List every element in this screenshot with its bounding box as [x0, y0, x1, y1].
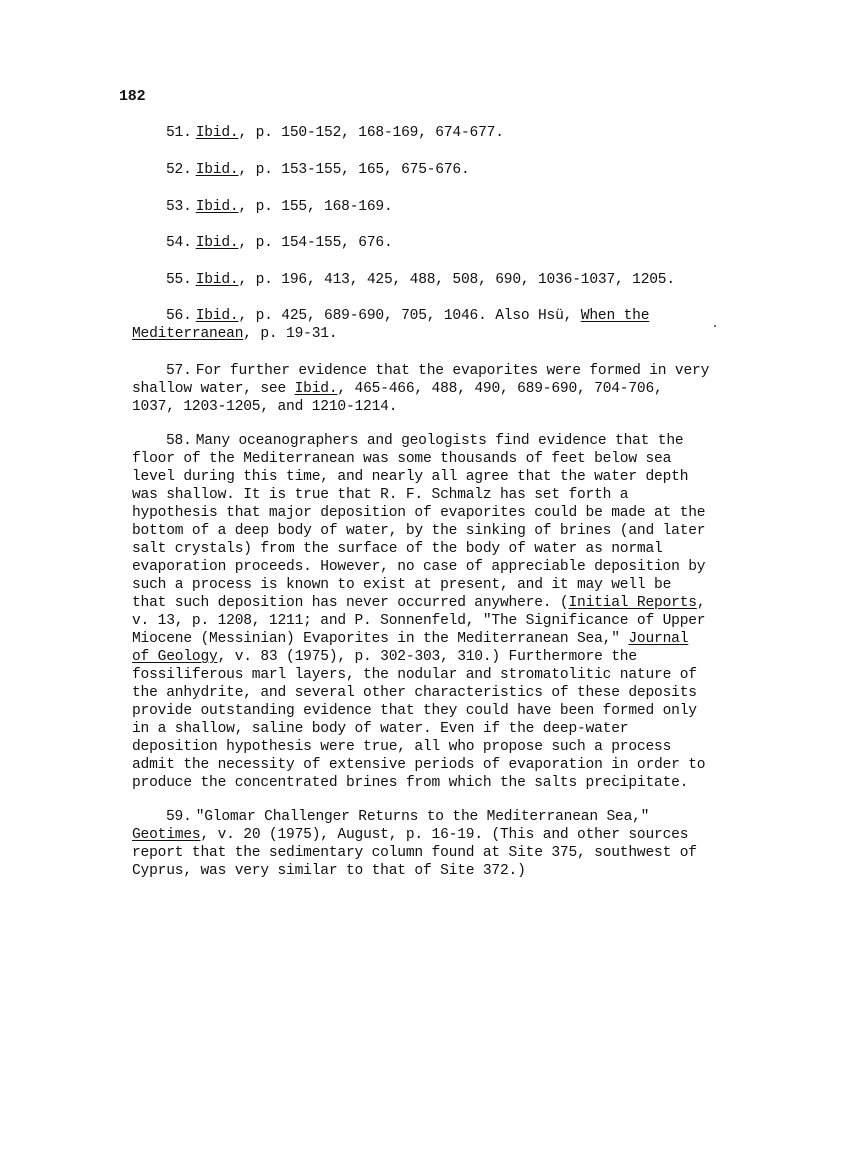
footnote-number: 58.	[166, 433, 192, 449]
footnote-58	[132, 432, 712, 792]
page-number: 182	[119, 88, 146, 105]
footnote-text: "Glomar Challenger Returns to the Mediterranean Sea,"	[195, 809, 650, 825]
footnote-citation: Ibid.	[195, 235, 239, 251]
footnote-text: Many oceanographers and geologists find evidence that the floor of the Mediterranean was some thousands of feet below sea level during this time, and nearly all agree that the water depth was shallow. It is true that R. F. Schmalz has set forth a hypothesis that major deposition of evaporites could be made at the bottom of a deep body of water, by the sinking of brines (and later salt crystals) from the surface of the body of water as normal evaporation proceeds. However, no case of appreciable deposition by such a process is known to exist at present, and it may well be that such deposition has never occurred anywhere. (	[132, 433, 706, 611]
footnote-text: , p. 154-155, 676.	[238, 235, 393, 251]
footnote-citation: Ibid.	[195, 162, 239, 178]
footnote-number: 55.	[166, 272, 192, 288]
footnote-text: , v. 83 (1975), p. 302-303, 310.) Furthermore the fossiliferous marl layers, the nodular and stromatolitic nature of the anhydrite, and several other characteristics of these deposits provide outstanding evidence that they could have been formed only in a shallow, saline body of water. Even if the deep-water deposition hypothesis were true, all who propose such a process admit the necessity of extensive periods of evaporation in order to produce the concentrated brines from which the salts precipitate.	[132, 649, 706, 791]
footnote-citation: Ibid.	[195, 199, 239, 215]
footnote-52	[132, 161, 712, 179]
footnote-59	[132, 808, 712, 880]
footnote-51	[132, 124, 712, 142]
footnote-55	[132, 271, 712, 289]
footnote-text: , 465-466, 488, 490, 689-690, 704-706, 1037, 1203-1205, and 1210-1214.	[132, 381, 663, 415]
footnote-citation: Ibid.	[195, 308, 239, 324]
footnote-citation: Ibid.	[195, 125, 239, 141]
footnote-text: , p. 153-155, 165, 675-676.	[238, 162, 470, 178]
footnote-citation: When the Mediterranean	[132, 308, 650, 342]
footnote-text: , p. 425, 689-690, 705, 1046. Also Hsü,	[238, 308, 581, 324]
footnote-citation: Geotimes	[132, 827, 201, 843]
footnote-number: 52.	[166, 162, 192, 178]
footnote-number: 59.	[166, 809, 192, 825]
footnote-text: , v. 20 (1975), August, p. 16-19. (This and other sources report that the sedimentary column found at Site 375, southwest of Cyprus, was very similar to that of Site 372.)	[132, 827, 697, 879]
footnote-56	[132, 307, 712, 343]
footnote-number: 56.	[166, 308, 192, 324]
footnote-text: For further evidence that the evaporites were formed in very shallow water, see	[132, 363, 710, 397]
footnote-text: , v. 13, p. 1208, 1211; and P. Sonnenfeld, "The Significance of Upper Miocene (Messinian) Evaporites in the Mediterranean Sea,"	[132, 595, 706, 647]
footnote-number: 51.	[166, 125, 192, 141]
stray-mark	[714, 325, 716, 327]
footnote-citation: Initial Reports	[568, 595, 697, 611]
footnote-number: 53.	[166, 199, 192, 215]
footnote-citation: Journal of Geology	[132, 631, 689, 665]
footnote-54	[132, 234, 712, 252]
footnote-text: , p. 19-31.	[243, 326, 338, 342]
footnote-number: 54.	[166, 235, 192, 251]
footnote-text: , p. 155, 168-169.	[238, 199, 393, 215]
footnote-57	[132, 362, 712, 416]
footnote-citation: Ibid.	[294, 381, 338, 397]
footnote-text: , p. 150-152, 168-169, 674-677.	[238, 125, 504, 141]
footnote-citation: Ibid.	[195, 272, 239, 288]
footnote-number: 57.	[166, 363, 192, 379]
footnote-text: , p. 196, 413, 425, 488, 508, 690, 1036-1037, 1205.	[238, 272, 675, 288]
footnote-53	[132, 198, 712, 216]
